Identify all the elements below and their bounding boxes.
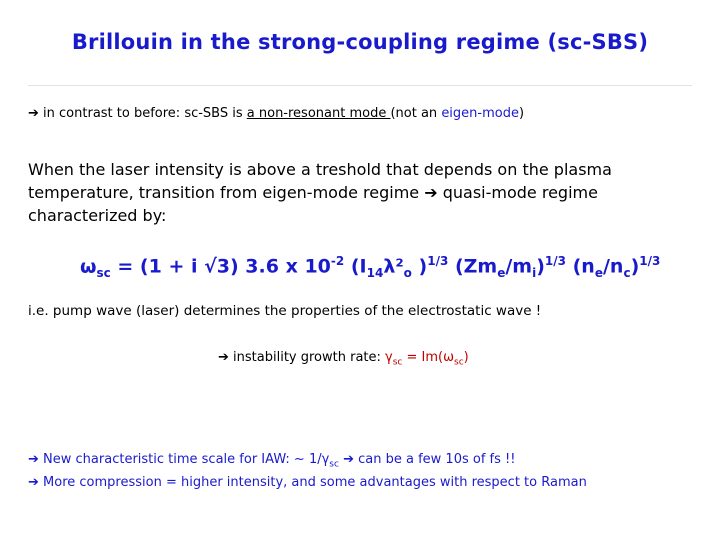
formula-part6: /m: [505, 255, 533, 278]
growth-gamma-symbol: γ: [385, 350, 393, 365]
right-arrow-icon: ➔: [28, 475, 39, 490]
growth-label: instability growth rate:: [233, 350, 386, 365]
title-divider: [28, 85, 692, 86]
formula-part1: = (1 + i √3) 3.6 x 10: [110, 255, 331, 278]
intro-text-c: ): [518, 106, 525, 121]
formula-omega: ω: [80, 255, 97, 278]
formula-part10: ): [630, 255, 640, 278]
formula-sub-o: o: [403, 266, 412, 281]
formula-part2: (I: [344, 255, 367, 278]
formula-exp1: -2: [330, 254, 345, 268]
formula-exp2: 1/3: [427, 254, 449, 268]
right-arrow-icon: ➔: [28, 452, 39, 467]
formula-exp4: 1/3: [639, 254, 661, 268]
formula-part5: (Zm: [448, 255, 498, 278]
formula-part4: ): [411, 255, 428, 278]
formula-sub-i: i: [532, 266, 537, 281]
intro-line: [28, 106, 524, 121]
growth-gamma-sub: sc: [392, 357, 403, 368]
growth-eq: = Im(ω: [402, 350, 454, 365]
omega-sc-formula: [80, 254, 660, 280]
growth-rate-line: [218, 350, 469, 368]
formula-part9: /n: [602, 255, 624, 278]
right-arrow-icon: ➔: [28, 106, 39, 121]
laser-intensity-paragraph: When the laser intensity is above a treshold that depends on the plasma temperature, transition from eigen-mode regime ➔ quasi-mode regime characterized by:: [28, 160, 612, 225]
formula-part8: (n: [566, 255, 595, 278]
intro-text-b: (not an: [390, 106, 442, 121]
formula-part3: λ²: [383, 255, 404, 278]
right-arrow-icon: ➔: [343, 452, 354, 467]
formula-sub-c: c: [623, 266, 631, 281]
right-arrow-icon: ➔: [218, 350, 229, 365]
time-scale-text-a: New characteristic time scale for IAW: ~ 1/γ: [43, 452, 330, 467]
compression-bullet: [28, 475, 587, 490]
growth-gamma: [385, 350, 469, 368]
compression-text: More compression = higher intensity, and some advantages with respect to Raman: [43, 475, 587, 490]
intro-text-underlined: a non-resonant mode: [246, 106, 391, 121]
formula-omega-sub: sc: [96, 266, 111, 281]
time-scale-bullet: [28, 452, 515, 470]
growth-omega-sub: sc: [454, 357, 464, 368]
formula-exp3: 1/3: [544, 254, 566, 268]
slide-title: Brillouin in the strong-coupling regime (sc-SBS): [71, 30, 649, 54]
intro-text-a: in contrast to before: sc-SBS is: [43, 106, 247, 121]
ie-line: i.e. pump wave (laser) determines the properties of the electrostatic wave !: [28, 303, 542, 319]
time-scale-sub: sc: [329, 459, 339, 470]
formula-sub-e2: e: [594, 266, 603, 281]
time-scale-text-b: can be a few 10s of fs !!: [353, 452, 516, 467]
formula-part7: ): [536, 255, 545, 278]
formula-sub-e: e: [497, 266, 506, 281]
formula-sub14: 14: [366, 266, 384, 281]
growth-close: ): [463, 350, 469, 365]
eigen-mode-text: eigen-mode: [441, 106, 519, 121]
